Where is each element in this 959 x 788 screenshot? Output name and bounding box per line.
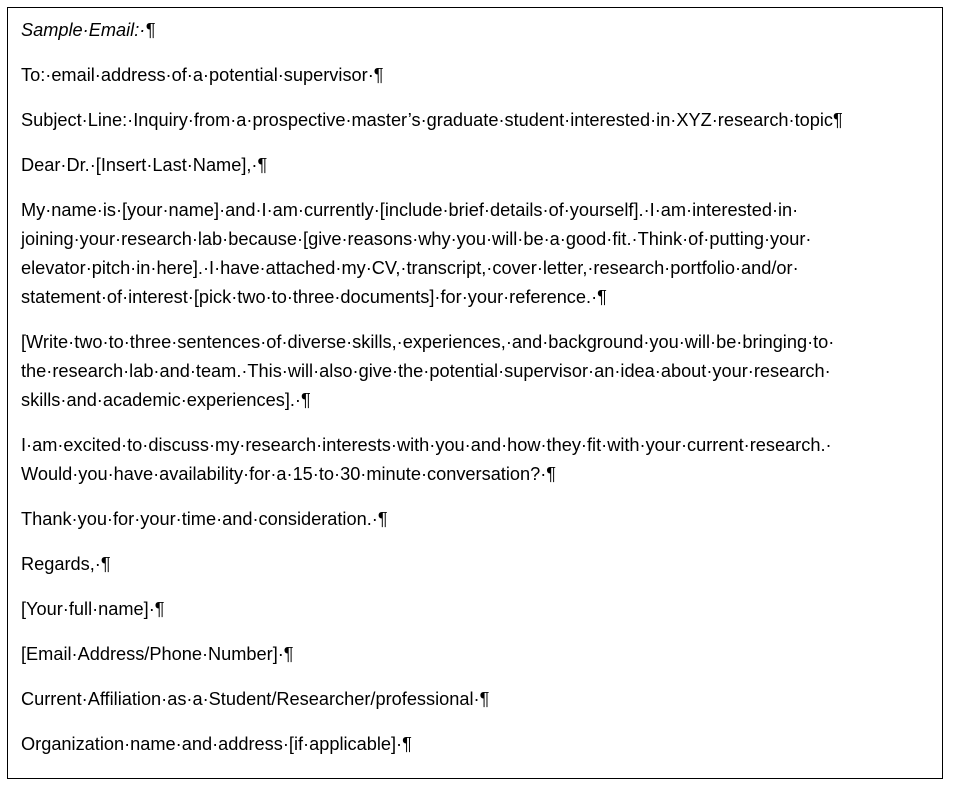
skills-paragraph: [Write·two·to·three·sentences·of·diverse·skills,·experiences,·and·background·you·will·be·bringing·to· the·research·lab·and·team.·This·will·also·give·the·potential·supervisor·an·idea·about·your·research· skills·and·academic·experiences].·¶ [21,332,835,410]
contact-line: [Email·Address/Phone·Number]·¶ [21,644,294,664]
intro-paragraph: My·name·is·[your·name]·and·I·am·currently·[include·brief·details·of·yourself].·I·am·interested·in· joining·your·research·lab·because·[give·reasons·why·you·will·be·a·good·fit.·Think·of·putting·your· elevator·pitch·in·here].·I·have·attached·my·CV,·transcript,·cover·letter,·research·portfolio·and/or· statement·of·interest·[pick·two·to·three·documents]·for·your·reference.·¶ [21,200,812,307]
to-line: To:·email·address·of·a·potential·supervisor·¶ [21,65,384,85]
thanks-line: Thank·you·for·your·time·and·consideration.·¶ [21,509,388,529]
sign-off: Regards,·¶ [21,554,111,574]
subject-line: Subject·Line:·Inquiry·from·a·prospective·master’s·graduate·student·interested·in·XYZ·research·topic¶ [21,110,843,130]
full-name-line: [Your·full·name]·¶ [21,599,165,619]
document-body[interactable] [21,16,931,775]
closing-paragraph: I·am·excited·to·discuss·my·research·interests·with·you·and·how·they·fit·with·your·current·research.· Would·you·have·availability·for·a·15·to·30·minute·conversation?·¶ [21,435,832,484]
affiliation-line: Current·Affiliation·as·a·Student/Researcher/professional·¶ [21,689,490,709]
salutation: Dear·Dr.·[Insert·Last·Name],·¶ [21,155,268,175]
document-frame [7,7,943,779]
organization-line: Organization·name·and·address·[if·applicable]·¶ [21,734,412,754]
sample-email-heading: Sample·Email:·¶ [21,20,156,40]
